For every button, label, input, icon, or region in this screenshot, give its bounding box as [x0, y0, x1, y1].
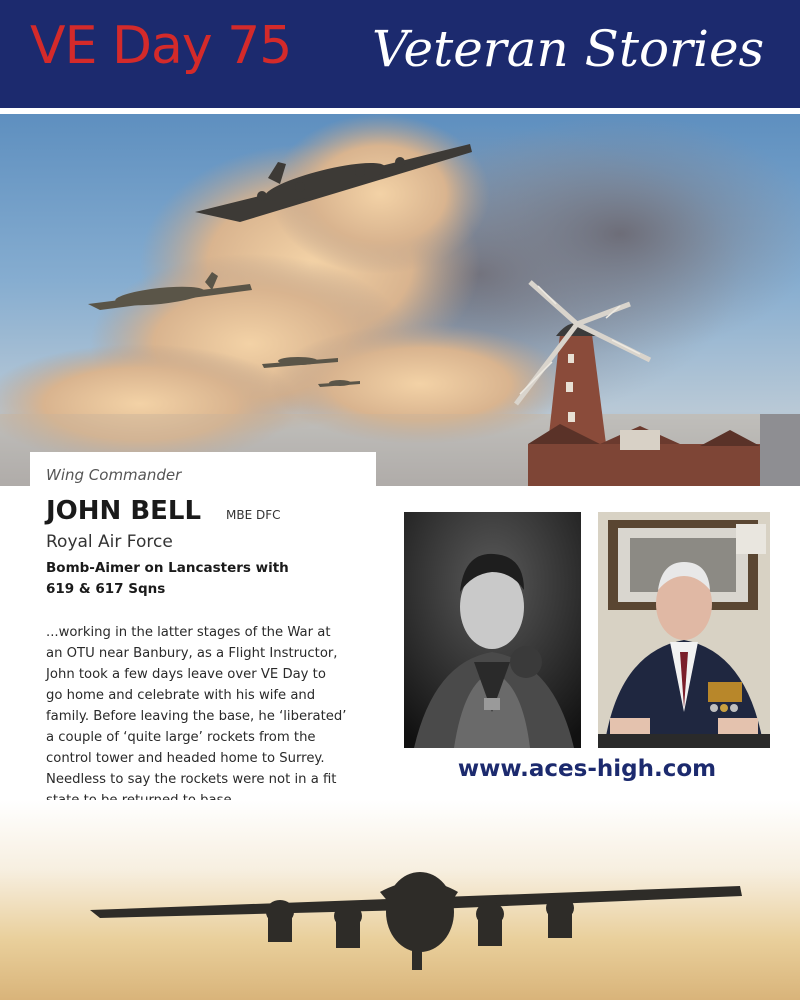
veteran-rank: Wing Commander: [46, 466, 182, 484]
story-line: family. Before leaving the base, he ‘liberated’: [46, 709, 347, 724]
story-line: a couple of ‘quite large’ rockets from the: [46, 730, 316, 745]
veteran-role: [46, 558, 336, 600]
story-line: ...working in the latter stages of the War at: [46, 625, 331, 640]
present-day-portrait-photo: [598, 512, 770, 748]
role-line: Bomb-Aimer on Lancasters with: [46, 560, 289, 576]
veteran-name: JOHN BELL: [46, 496, 202, 526]
story-line: an OTU near Banbury, as a Flight Instructor,: [46, 646, 338, 661]
wartime-portrait-photo: [404, 512, 581, 748]
story-line: John took a few days leave over VE Day to: [46, 667, 326, 682]
story-line: control tower and headed home to Surrey.: [46, 751, 325, 766]
header-banner: [0, 0, 800, 108]
story-line: Needless to say the rockets were not in a fit: [46, 772, 337, 787]
title-ve-day: VE Day 75: [30, 16, 292, 76]
veteran-service: Royal Air Force: [46, 532, 173, 552]
title-veteran-stories: Veteran Stories: [372, 20, 765, 78]
lancaster-sunset-image: [0, 800, 800, 1000]
website-link[interactable]: www.aces-high.com: [457, 756, 717, 782]
aviation-painting: [0, 114, 800, 486]
story-line: go home and celebrate with his wife and: [46, 688, 316, 703]
role-line: 619 & 617 Sqns: [46, 581, 166, 597]
veteran-honours: MBE DFC: [226, 508, 281, 522]
story-text: [46, 622, 376, 811]
